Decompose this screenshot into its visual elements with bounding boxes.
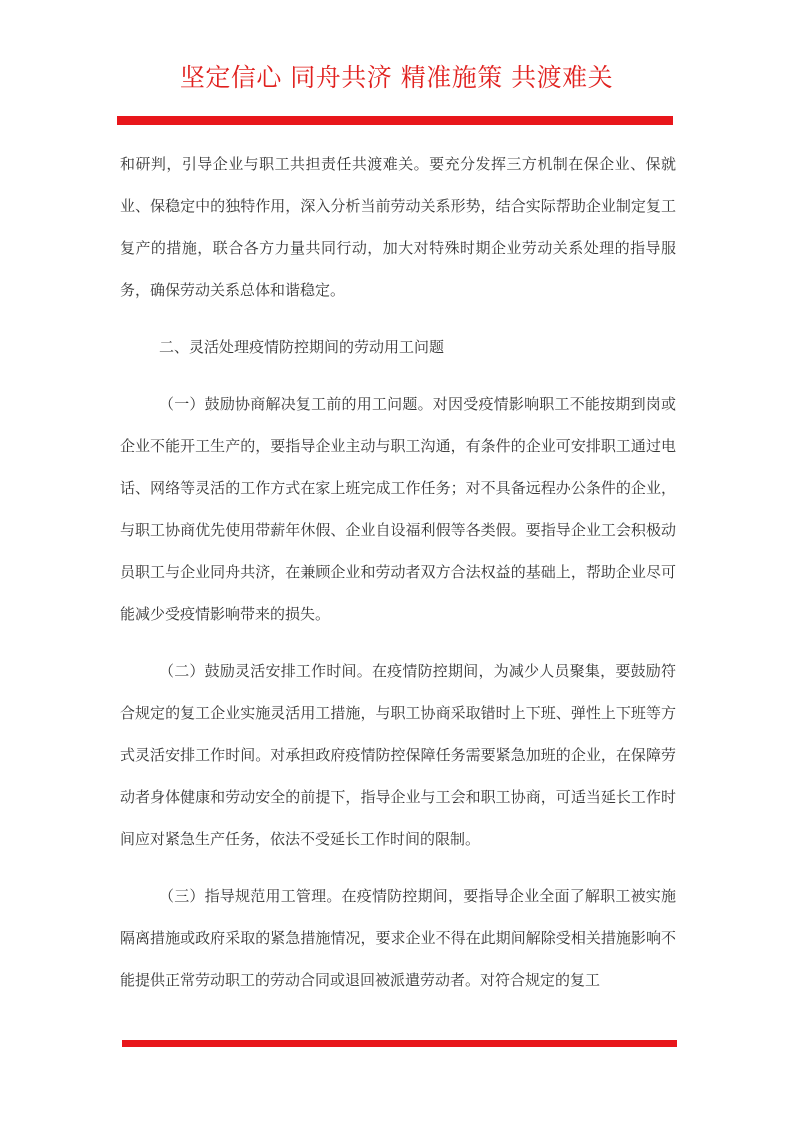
page-title: 坚定信心 同舟共济 精准施策 共渡难关 [179,63,614,92]
section-heading: 二、灵活处理疫情防控期间的劳动用工问题 [159,338,445,356]
paragraph-item-2: （二）鼓励灵活安排工作时间。在疫情防控期间，为减少人员聚集，要鼓励符合规定的复工企业实施灵活用工措施，与职工协商采取错时上下班、弹性上下班等方式灵活安排工作时间。对承担政府疫情防控保障任务需要紧急加班的企业，在保障劳动者身体健康和劳动安全的前提下，指导企业与工会和职工协商，可适当延长工作时间应对紧急生产任务，依法不受延长工作时间的限制。 [120,662,676,848]
paragraph-intro: 和研判，引导企业与职工共担责任共渡难关。要充分发挥三方机制在保企业、保就业、保稳定中的独特作用，深入分析当前劳动关系形势，结合实际帮助企业制定复工复产的措施，联合各方力量共同行动，加大对特殊时期企业劳动关系处理的指导服务，确保劳动关系总体和谐稳定。 [120,155,676,299]
top-divider [117,116,673,125]
paragraph-item-1: （一）鼓励协商解决复工前的用工问题。对因受疫情影响职工不能按期到岗或企业不能开工生产的，要指导企业主动与职工沟通，有条件的企业可安排职工通过电话、网络等灵活的工作方式在家上班完成工作任务；对不具备远程办公条件的企业，与职工协商优先使用带薪年休假、企业自设福利假等各类假。要指导企业工会积极动员职工与企业同舟共济，在兼顾企业和劳动者双方合法权益的基础上，帮助企业尽可能减少受疫情影响带来的损失。 [120,395,676,623]
bottom-divider [122,1040,677,1047]
paragraph-item-3: （三）指导规范用工管理。在疫情防控期间，要指导企业全面了解职工被实施隔离措施或政府采取的紧急措施情况，要求企业不得在此期间解除受相关措施影响不能提供正常劳动职工的劳动合同或退回被派遣劳动者。对符合规定的复工 [120,887,676,989]
article-body [120,143,676,1001]
